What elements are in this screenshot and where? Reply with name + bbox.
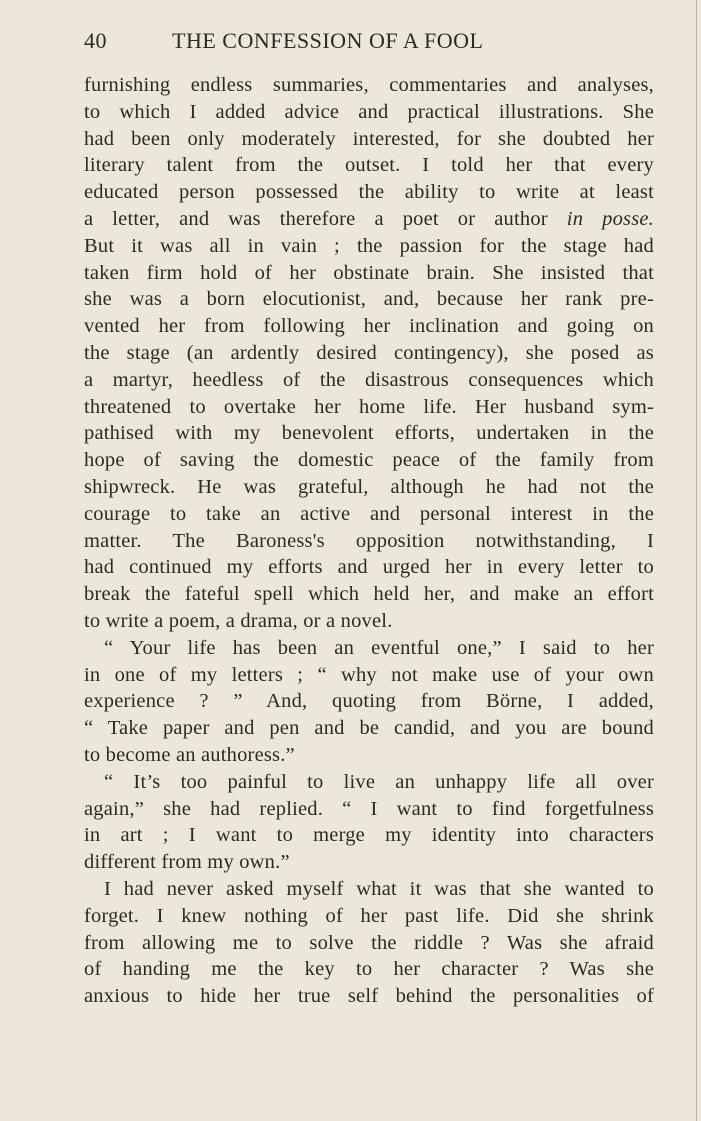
text-line: she was a born elocutionist, and, because her rank pre- [84, 288, 654, 311]
text-line: break the fateful spell which held her, and make an effort [84, 583, 654, 606]
text-line: in one of my letters ; “ why not make use of your own [84, 663, 654, 686]
page-edge [696, 0, 697, 1121]
text-line: from allowing me to solve the riddle ? Was she afraid [84, 931, 654, 954]
text-line: a martyr, heedless of the disastrous consequences which [84, 368, 654, 391]
text-line: to become an authoress.” [84, 743, 295, 766]
text-line: had continued my efforts and urged her in every letter to [84, 556, 654, 579]
text-line: to write a poem, a drama, or a novel. [84, 609, 393, 632]
text-line: anxious to hide her true self behind the personalities of [84, 985, 654, 1008]
text-line: shipwreck. He was grateful, although he had not the [84, 475, 654, 498]
text-line: experience ? ” And, quoting from Börne, I added, [84, 690, 654, 713]
page-header [84, 28, 654, 58]
text-line: the stage (an ardently desired contingency), she posed as [84, 341, 654, 364]
text-line: of handing me the key to her character ? Was she [84, 958, 654, 981]
text-line: courage to take an active and personal interest in the [84, 502, 654, 525]
text-line: “ It’s too painful to live an unhappy life all over [104, 770, 654, 793]
italic-phrase: in posse. [566, 207, 654, 230]
text-line: taken firm hold of her obstinate brain. She insisted that [84, 261, 654, 284]
page-number: 40 [84, 28, 107, 53]
text-line: to which I added advice and practical illustrations. She [84, 100, 654, 123]
text-line: a letter, and was therefore a poet or author in posse. [84, 207, 654, 230]
text-line: vented her from following her inclination and going on [84, 315, 654, 338]
text-line: had been only moderately interested, for she doubted her [84, 127, 654, 150]
text-line: I had never asked myself what it was that she wanted to [104, 877, 654, 900]
text-line: different from my own.” [84, 851, 290, 874]
text-line: literary talent from the outset. I told her that every [84, 154, 654, 177]
running-title: THE CONFESSION OF A FOOL [172, 28, 484, 53]
text-line: hope of saving the domestic peace of the family from [84, 449, 654, 472]
text-line: “ Take paper and pen and be candid, and you are bound [84, 717, 654, 740]
text-line: “ Your life has been an eventful one,” I said to her [104, 636, 654, 659]
body-text [84, 72, 654, 1010]
text-line: matter. The Baroness's opposition notwithstanding, I [84, 529, 654, 552]
text-line: in art ; I want to merge my identity into characters [84, 824, 654, 847]
text-line: pathised with my benevolent efforts, undertaken in the [84, 422, 654, 445]
text-line: forget. I knew nothing of her past life. Did she shrink [84, 904, 654, 927]
text-line: But it was all in vain ; the passion for the stage had [84, 234, 654, 257]
text-line: again,” she had replied. “ I want to find forgetfulness [84, 797, 654, 820]
text-line: threatened to overtake her home life. Her husband sym- [84, 395, 654, 418]
text-line: furnishing endless summaries, commentaries and analyses, [84, 74, 654, 96]
text-line: educated person possessed the ability to write at least [84, 181, 654, 204]
